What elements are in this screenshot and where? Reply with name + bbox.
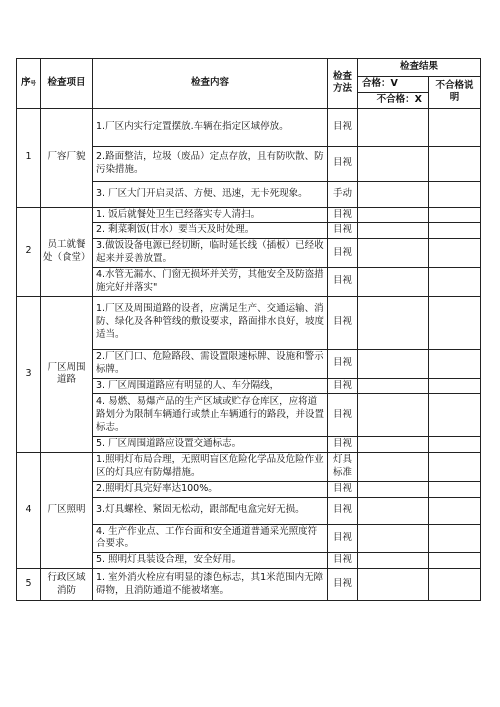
method-cell: 目视 — [328, 349, 358, 378]
method-cell: 目视 — [328, 569, 358, 601]
result-cell[interactable] — [358, 481, 429, 497]
nonconform-note-cell[interactable] — [429, 223, 481, 239]
nonconform-note-cell[interactable] — [429, 524, 481, 553]
content-cell: 1.厂区及周围道路的设者，应满足生产、交通运输、消防、绿化及各种管线的敷设要求，路面排水良好，坡度适当。 — [93, 296, 328, 349]
seq-cell: 4 — [17, 453, 41, 569]
inspection-table — [16, 58, 481, 601]
seq-cell: 5 — [17, 569, 41, 601]
nonconform-header: 不合格说明 — [429, 77, 481, 109]
result-cell[interactable] — [358, 207, 429, 223]
nonconform-note-cell[interactable] — [429, 181, 481, 207]
nonconform-note-cell[interactable] — [429, 394, 481, 437]
content-header: 检查内容 — [93, 59, 328, 109]
content-cell: 1. 饭后就餐处卫生已经落实专人清扫。 — [93, 207, 328, 223]
item-cell: 行政区域消防 — [41, 569, 93, 601]
item-header: 检查项目 — [41, 59, 93, 109]
content-cell: 1.厂区内实行定置摆放.车辆在指定区域停放。 — [93, 108, 328, 146]
content-cell: 2. 剩菜剩饭(甘水）要当天及时处理。 — [93, 223, 328, 239]
nonconform-note-cell[interactable] — [429, 437, 481, 453]
nonconform-note-cell[interactable] — [429, 146, 481, 181]
method-cell: 目视 — [328, 223, 358, 239]
content-cell: 3. 厂区大门开启灵活、方便、迅速，无卡死现象。 — [93, 181, 328, 207]
result-cell[interactable] — [358, 296, 429, 349]
method-cell: 手动 — [328, 181, 358, 207]
nonconform-note-cell[interactable] — [429, 296, 481, 349]
nonconform-note-cell[interactable] — [429, 553, 481, 569]
nonconform-note-cell[interactable] — [429, 378, 481, 394]
method-cell: 目视 — [328, 378, 358, 394]
nonconform-note-cell[interactable] — [429, 453, 481, 482]
table-row — [17, 207, 481, 223]
header-row — [17, 59, 481, 77]
nonconform-note-cell[interactable] — [429, 108, 481, 146]
result-cell[interactable] — [358, 524, 429, 553]
nonconform-note-cell[interactable] — [429, 207, 481, 223]
result-cell[interactable] — [358, 553, 429, 569]
content-cell: 2.照明灯具完好率达100%。 — [93, 481, 328, 497]
method-cell: 目视 — [328, 207, 358, 223]
method-cell: 目视 — [328, 394, 358, 437]
result-cell[interactable] — [358, 378, 429, 394]
content-cell: 1.照明灯布局合理，无照明盲区危险化学品及危险作业区的灯具应有防爆措施。 — [93, 453, 328, 482]
content-cell: 5. 照明灯具装设合理，安全好用。 — [93, 553, 328, 569]
table-row — [17, 569, 481, 601]
result-cell[interactable] — [358, 394, 429, 437]
seq-cell: 2 — [17, 207, 41, 296]
method-cell: 目视 — [328, 108, 358, 146]
content-cell: 2.路面整洁，垃圾（废品）定点存放，且有防吹散、防污染措施。 — [93, 146, 328, 181]
item-cell: 厂区周围道路 — [41, 296, 93, 453]
item-cell: 厂区照明 — [41, 453, 93, 569]
content-cell: 5. 厂区周围道路应设置交通标志。 — [93, 437, 328, 453]
result-cell[interactable] — [358, 453, 429, 482]
result-cell[interactable] — [358, 181, 429, 207]
method-cell: 目视 — [328, 239, 358, 268]
content-cell: 1. 室外消火栓应有明显的漆色标志，其1米范围内无障碍物，且消防通道不能被堵塞。 — [93, 569, 328, 601]
content-cell: 3.灯具螺栓、紧固无松动，跟部配电盒完好无损。 — [93, 497, 328, 524]
table-row — [17, 296, 481, 349]
method-cell: 目视 — [328, 146, 358, 181]
method-cell: 灯具标准 — [328, 453, 358, 482]
pass-legend: 合格：V — [358, 77, 429, 93]
method-cell: 目视 — [328, 296, 358, 349]
content-cell: 2.厂区门口、危险路段、需设置限速标牌、设施和警示标牌。 — [93, 349, 328, 378]
result-cell[interactable] — [358, 146, 429, 181]
table-row — [17, 453, 481, 482]
item-cell: 员工就餐处（食堂） — [41, 207, 93, 296]
result-cell[interactable] — [358, 437, 429, 453]
nonconform-note-cell[interactable] — [429, 481, 481, 497]
item-cell: 厂容厂貌 — [41, 108, 93, 207]
method-cell: 目视 — [328, 553, 358, 569]
content-cell: 4. 易燃、易爆产品的生产区域或贮存仓库区，应将道路划分为限制车辆通行或禁止车辆通行的路段，并设置标志。 — [93, 394, 328, 437]
method-cell: 目视 — [328, 524, 358, 553]
seq-cell: 3 — [17, 296, 41, 453]
result-header: 检查结果 — [358, 59, 481, 77]
table-row — [17, 108, 481, 146]
nonconform-note-cell[interactable] — [429, 239, 481, 268]
result-cell[interactable] — [358, 223, 429, 239]
method-cell: 目视 — [328, 497, 358, 524]
nonconform-note-cell[interactable] — [429, 497, 481, 524]
seq-cell: 1 — [17, 108, 41, 207]
result-cell[interactable] — [358, 349, 429, 378]
nonconform-note-cell[interactable] — [429, 349, 481, 378]
method-cell: 目视 — [328, 437, 358, 453]
nonconform-note-cell[interactable] — [429, 267, 481, 296]
seq-header: 序号 — [17, 59, 41, 109]
result-cell[interactable] — [358, 569, 429, 601]
method-cell: 目视 — [328, 267, 358, 296]
content-cell: 3.做饭设备电源已经切断，临时延长线（插板）已经收起来并妥善放置。 — [93, 239, 328, 268]
result-cell[interactable] — [358, 108, 429, 146]
fail-legend: 不合格：X — [358, 92, 429, 108]
nonconform-note-cell[interactable] — [429, 569, 481, 601]
result-cell[interactable] — [358, 239, 429, 268]
result-cell[interactable] — [358, 497, 429, 524]
result-cell[interactable] — [358, 267, 429, 296]
content-cell: 4.水管无漏水、门窗无损坏并关劳，其他安全及防盗措施完好并落实" — [93, 267, 328, 296]
content-cell: 4. 生产作业点、工作台面和安全通道普通采光照度符合要求。 — [93, 524, 328, 553]
content-cell: 3. 厂区周围道路应有明显的人、车分隔线， — [93, 378, 328, 394]
method-header: 检查方法 — [328, 59, 358, 109]
method-cell: 目视 — [328, 481, 358, 497]
